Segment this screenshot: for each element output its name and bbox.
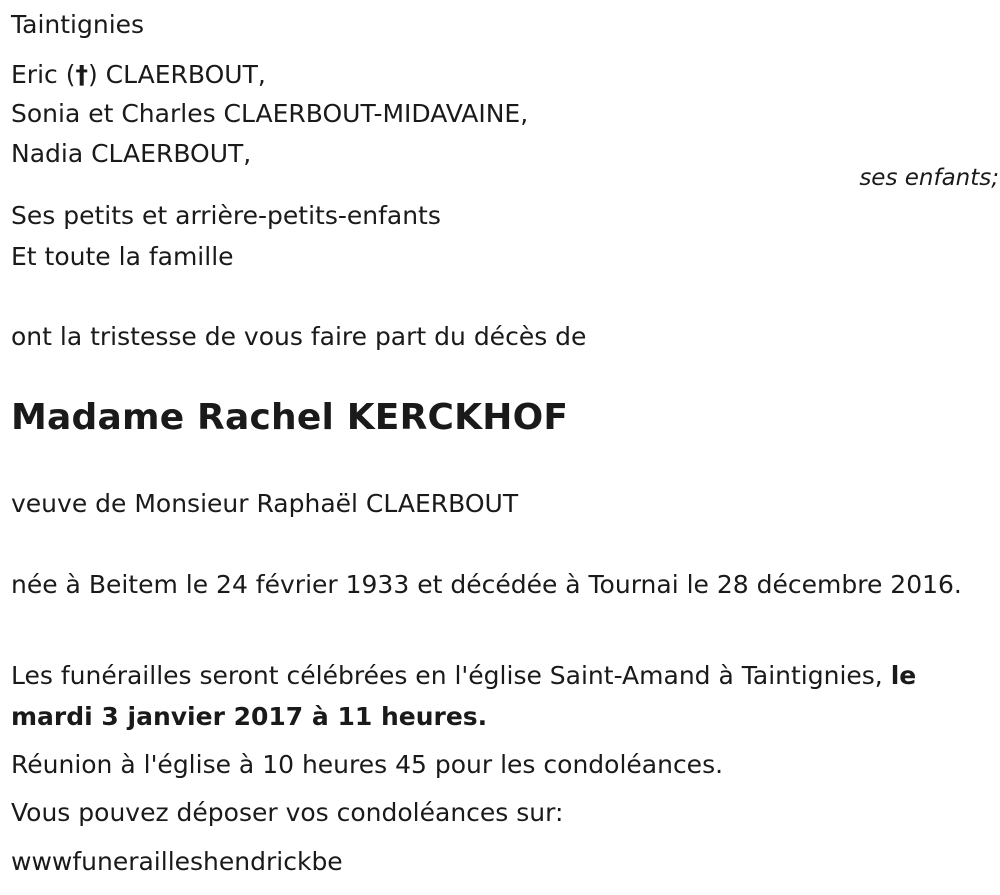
obituary-notice <box>11 0 999 895</box>
condolences-prompt: Vous pouvez déposer vos condoléances sur: <box>11 798 564 827</box>
place-name: Taintignies <box>11 10 145 39</box>
announcement-text: ont la tristesse de vous faire part du décès de <box>11 322 587 351</box>
funeral-text <box>11 655 986 737</box>
funeral-date: le mardi 3 janvier 2017 à 11 heures. <box>11 661 917 731</box>
website-text: wwwfunerailleshendrickbe <box>11 847 343 876</box>
child-sonia-charles: Sonia et Charles CLAERBOUT-MIDAVAINE, <box>11 99 529 128</box>
child-nadia: Nadia CLAERBOUT, <box>11 139 252 168</box>
deceased-name: Madame Rachel KERCKHOF <box>11 397 569 438</box>
cross-icon: † <box>75 60 88 89</box>
family-line: Et toute la famille <box>11 242 234 271</box>
funeral-location: Les funérailles seront célébrées en l'église Saint-Amand à Taintignies, <box>11 661 891 690</box>
child-eric-suffix: ) CLAERBOUT, <box>87 60 266 89</box>
child-eric <box>11 59 266 91</box>
birth-death-text: née à Beitem le 24 février 1933 et décédée à Tournai le 28 décembre 2016. <box>11 570 962 599</box>
meeting-text: Réunion à l'église à 10 heures 45 pour les condoléances. <box>11 750 724 779</box>
child-eric-prefix: Eric ( <box>11 60 76 89</box>
children-role: ses enfants; <box>859 165 999 191</box>
widow-of-text: veuve de Monsieur Raphaël CLAERBOUT <box>11 489 519 518</box>
grandchildren-line: Ses petits et arrière-petits-enfants <box>11 201 441 230</box>
